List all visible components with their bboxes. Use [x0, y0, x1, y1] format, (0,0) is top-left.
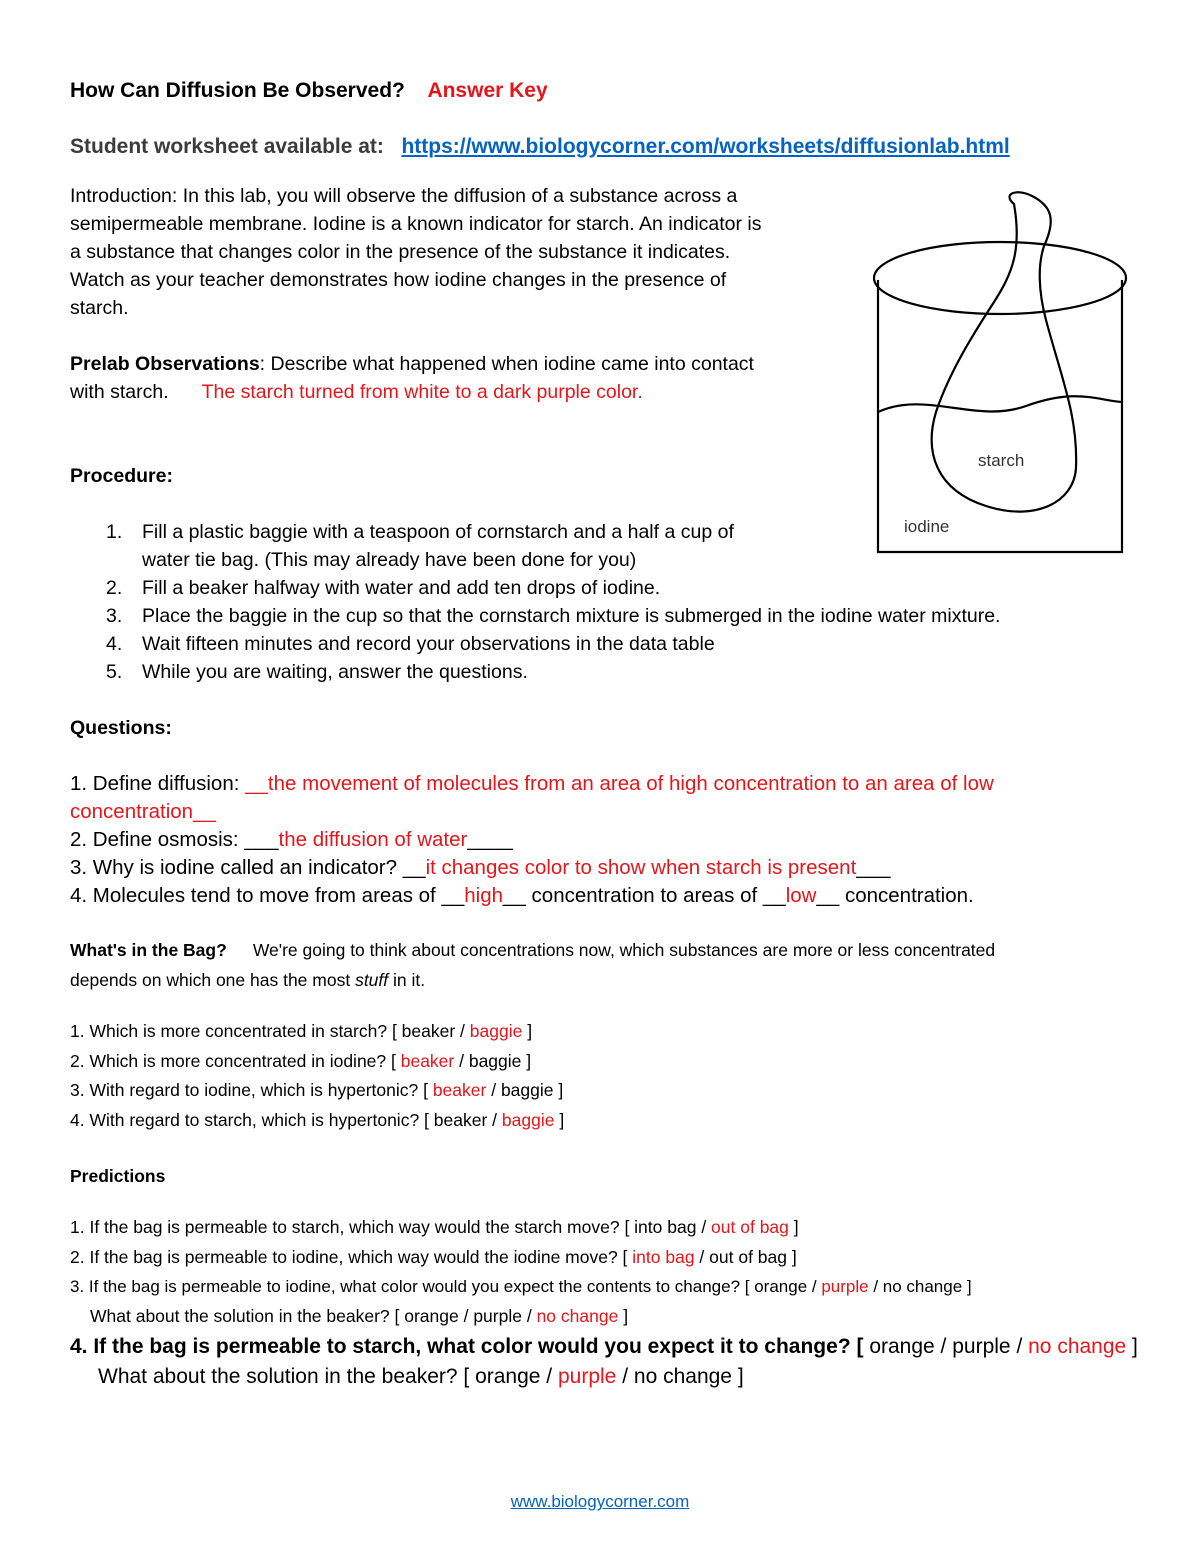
- question-answer: low: [785, 884, 817, 907]
- bracket: ]: [962, 1277, 972, 1297]
- page-title: How Can Diffusion Be Observed?: [70, 79, 405, 102]
- option-baggie: baggie: [500, 1080, 554, 1101]
- bracket: ]: [787, 1246, 797, 1267]
- student-worksheet-row: [70, 130, 1130, 164]
- step-number: 5.: [106, 661, 123, 683]
- option: purple: [473, 1305, 522, 1326]
- questions-list: [70, 770, 1130, 910]
- separator: /: [868, 1277, 883, 1297]
- intro-text-1: : In this lab, you will observe the diffusion of a substance across a: [171, 185, 738, 207]
- answer-key-label: Answer Key: [427, 79, 548, 102]
- step-number: 4.: [106, 633, 123, 655]
- question-text: 1. Which is more concentrated in starch? [: [70, 1021, 402, 1042]
- prelab-text-2: with starch.: [70, 381, 169, 403]
- intro-line-2: semipermeable membrane. Iodine is a known indicator for starch. An indicator is: [70, 213, 762, 235]
- bag-question-1: [70, 1017, 1130, 1047]
- iodine-label: iodine: [904, 517, 950, 536]
- question-answer: __the movement of molecules from an area of high concentration to an area of low: [245, 772, 994, 795]
- blank: ____: [467, 828, 513, 851]
- question-text: concentration.: [839, 884, 974, 907]
- option: orange: [869, 1334, 935, 1358]
- beaker-diagram: [866, 190, 1172, 558]
- prediction-4: [70, 1332, 1138, 1362]
- separator: /: [455, 1021, 470, 1042]
- procedure-step: [70, 602, 1130, 630]
- footer-link[interactable]: www.biologycorner.com: [510, 1492, 690, 1511]
- question-text: 2. If the bag is permeable to iodine, which way would the iodine move? [: [70, 1246, 633, 1267]
- question-4: [70, 882, 1130, 910]
- question-text: What about the solution in the beaker? [: [98, 1364, 476, 1388]
- bracket: ]: [521, 1050, 532, 1071]
- option-beaker: beaker: [432, 1080, 487, 1101]
- blank: __: [816, 884, 840, 907]
- bag-intro-text: in it.: [388, 969, 426, 990]
- option-selected: into bag: [632, 1246, 695, 1267]
- predictions: [70, 1162, 1138, 1392]
- procedure-step: [70, 630, 1130, 658]
- question-text: 1. Define diffusion:: [70, 772, 246, 795]
- bag-question-4: [70, 1106, 1130, 1136]
- question-text: 4. Molecules tend to move from areas of: [70, 884, 442, 907]
- bag-intro-text: depends on which one has the most: [70, 969, 356, 990]
- procedure-step: [70, 574, 1130, 602]
- question-answer: it changes color to show when starch is present: [425, 856, 857, 879]
- separator: /: [487, 1109, 502, 1130]
- separator: /: [616, 1364, 634, 1388]
- beaker-rim: [874, 242, 1126, 314]
- blank: __: [402, 856, 426, 879]
- question-1-cont: concentration__: [70, 800, 216, 823]
- question-1: [70, 770, 1130, 798]
- step-text: While you are waiting, answer the questions.: [142, 661, 528, 683]
- question-text: 4. With regard to starch, which is hypertonic? [: [70, 1109, 434, 1130]
- intro-label: Introduction: [70, 185, 172, 207]
- separator: /: [486, 1080, 501, 1101]
- separator: /: [454, 1050, 469, 1071]
- bag-heading: What's in the Bag?: [70, 940, 227, 960]
- prediction-4b: [70, 1362, 1130, 1392]
- bag-intro-text: We're going to think about concentrations now, which substances are more or less concentrated: [252, 940, 996, 960]
- question-text: 3. Why is iodine called an indicator?: [70, 856, 403, 879]
- question-text: 2. Which is more concentrated in iodine? [: [70, 1050, 401, 1071]
- footer: [0, 1492, 1200, 1512]
- step-text: Wait fifteen minutes and record your observations in the data table: [142, 633, 715, 655]
- procedure-heading: Procedure:: [70, 465, 173, 487]
- question-2: [70, 826, 1130, 854]
- option: into bag: [634, 1217, 697, 1238]
- procedure-step: [70, 658, 1130, 686]
- separator: /: [458, 1305, 474, 1326]
- bag-intro-emphasis: stuff: [355, 969, 389, 990]
- blank: ___: [244, 828, 279, 851]
- bracket: ]: [788, 1217, 799, 1238]
- step-number: 1.: [106, 521, 123, 543]
- questions-heading: Questions:: [70, 717, 172, 739]
- option-baggie: baggie: [501, 1109, 555, 1130]
- prediction-1: [70, 1213, 1130, 1243]
- step-text: Place the baggie in the cup so that the cornstarch mixture is submerged in the iodine water mixture.: [142, 605, 1001, 627]
- option: orange: [404, 1305, 459, 1326]
- option-beaker: beaker: [400, 1050, 455, 1071]
- prelab-answer: The starch turned from white to a dark purple color.: [201, 381, 643, 403]
- option: purple: [952, 1334, 1011, 1358]
- intro-line-3: a substance that changes color in the presence of the substance it indicates.: [70, 241, 731, 263]
- step-text: Fill a beaker halfway with water and add ten drops of iodine.: [142, 577, 661, 599]
- option-beaker: beaker: [433, 1109, 488, 1130]
- water-surface: [878, 396, 1122, 412]
- prediction-3b: [70, 1302, 1130, 1332]
- starch-label: starch: [978, 451, 1025, 470]
- step-number: 3.: [106, 605, 123, 627]
- whats-in-the-bag: [70, 936, 1130, 1136]
- student-worksheet-label: Student worksheet available at:: [70, 135, 384, 158]
- bag-question-2: [70, 1047, 1130, 1077]
- option-beaker: beaker: [401, 1021, 456, 1042]
- question-answer: the diffusion of water: [278, 828, 468, 851]
- option-selected: out of bag: [711, 1217, 789, 1238]
- separator: /: [540, 1364, 558, 1388]
- option-baggie: baggie: [469, 1021, 523, 1042]
- prediction-2: [70, 1243, 1130, 1273]
- bracket: ]: [618, 1305, 629, 1326]
- title-row: [70, 74, 1130, 108]
- intro-line-5: starch.: [70, 297, 129, 319]
- separator: /: [694, 1246, 710, 1267]
- bracket: ]: [1126, 1334, 1138, 1358]
- option: orange: [754, 1277, 808, 1297]
- bag-intro-line-2: [70, 966, 1130, 996]
- option: orange: [475, 1364, 541, 1388]
- bracket: ]: [554, 1109, 565, 1130]
- separator: /: [521, 1305, 537, 1326]
- prelab-label: Prelab Observations: [70, 353, 260, 375]
- bracket: ]: [553, 1080, 564, 1101]
- question-text: 2. Define osmosis:: [70, 828, 245, 851]
- option-selected: purple: [557, 1364, 617, 1388]
- option-selected: purple: [821, 1277, 869, 1297]
- predictions-heading: Predictions: [70, 1165, 166, 1186]
- beaker-outline: [878, 280, 1122, 552]
- step-text: water tie bag. (This may already have been done for you): [142, 549, 637, 571]
- bracket: ]: [731, 1364, 744, 1388]
- student-worksheet-link[interactable]: https://www.biologycorner.com/worksheets/diffusionlab.html: [401, 135, 1010, 158]
- question-text: 3. If the bag is permeable to iodine, what color would you expect the contents to change? [: [70, 1277, 755, 1297]
- separator: /: [696, 1217, 712, 1238]
- step-text: Fill a plastic baggie with a teaspoon of cornstarch and a half a cup of: [142, 521, 734, 543]
- bag-question-3: [70, 1076, 1130, 1106]
- option: no change: [882, 1277, 963, 1297]
- question-text: 1. If the bag is permeable to starch, which way would the starch move? [: [70, 1217, 635, 1238]
- blank: __: [762, 884, 786, 907]
- step-number: 2.: [106, 577, 123, 599]
- option-selected: no change: [536, 1305, 619, 1326]
- question-answer: high: [464, 884, 504, 907]
- intro-line-4: Watch as your teacher demonstrates how iodine changes in the presence of: [70, 269, 727, 291]
- separator: /: [807, 1277, 822, 1297]
- prediction-3: [70, 1272, 1130, 1302]
- option-baggie: baggie: [468, 1050, 522, 1071]
- question-3: [70, 854, 1130, 882]
- question-text: concentration to areas of: [525, 884, 763, 907]
- separator: /: [934, 1334, 953, 1358]
- option: no change: [633, 1364, 732, 1388]
- option-selected: no change: [1028, 1334, 1127, 1358]
- blank: __: [503, 884, 526, 907]
- blank: ___: [856, 856, 891, 879]
- blank: __: [441, 884, 465, 907]
- question-text: 3. With regard to iodine, which is hypertonic? [: [70, 1080, 433, 1101]
- bag-intro-line-1: [70, 936, 1130, 966]
- question-text: What about the solution in the beaker? [: [90, 1305, 405, 1326]
- option: out of bag: [709, 1246, 788, 1267]
- separator: /: [1010, 1334, 1029, 1358]
- bracket: ]: [522, 1021, 533, 1042]
- prelab-text-1: : Describe what happened when iodine came into contact: [259, 353, 754, 375]
- question-text: 4. If the bag is permeable to starch, what color would you expect it to change? [: [70, 1334, 870, 1358]
